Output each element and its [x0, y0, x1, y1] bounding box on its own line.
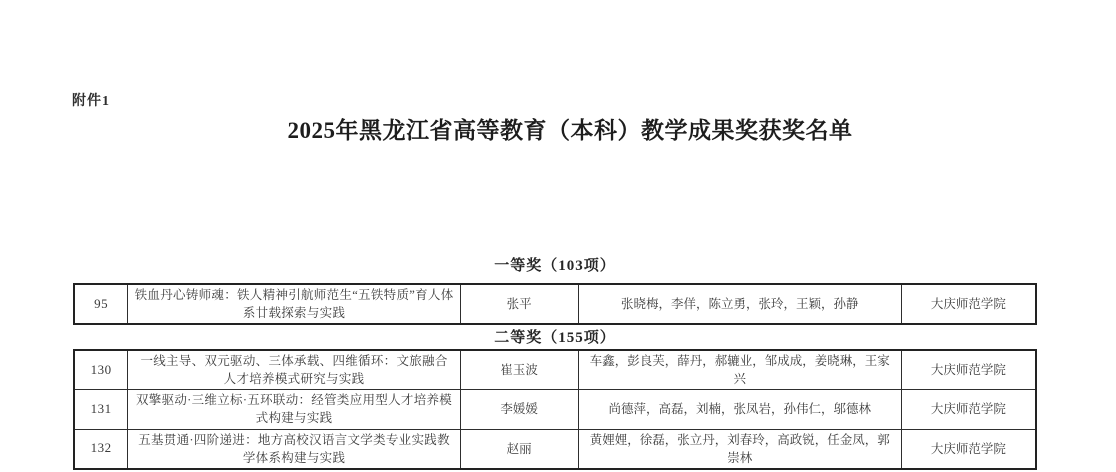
award-number-cell: 132 [74, 429, 128, 469]
achievement-title-cell: 五基贯通·四阶递进：地方高校汉语言文学类专业实践教学体系构建与实践 [128, 429, 460, 469]
award-number-cell: 130 [74, 350, 128, 390]
leader-cell: 张平 [460, 284, 578, 324]
leader-cell: 李媛媛 [460, 390, 578, 429]
table-row [74, 284, 1036, 324]
institution-cell: 大庆师范学院 [901, 429, 1036, 469]
table-row [74, 350, 1036, 390]
second-prize-table [73, 349, 1037, 470]
members-cell: 尚德萍，高磊，刘楠，张凤岩，孙伟仁，邬德林 [578, 390, 901, 429]
first-prize-table [73, 283, 1037, 325]
section-heading-first-prize: 一等奖（103项） [494, 258, 616, 274]
institution-cell: 大庆师范学院 [901, 350, 1036, 390]
achievement-title-cell: 双擎驱动·三维立标·五环联动：经管类应用型人才培养模式构建与实践 [128, 390, 460, 429]
award-number-cell: 131 [74, 390, 128, 429]
achievement-title-cell: 一线主导、双元驱动、三体承载、四维循环：文旅融合人才培养模式研究与实践 [128, 350, 460, 390]
members-cell: 车鑫，彭良芙，薛丹，郝辘业，邹成成，姜晓琳，王家兴 [578, 350, 901, 390]
table-row [74, 429, 1036, 469]
award-number-cell: 95 [74, 284, 128, 324]
attachment-label: 附件1 [72, 94, 110, 109]
achievement-title-cell: 铁血丹心铸师魂：铁人精神引航师范生“五铁特质”育人体系廿载探索与实践 [128, 284, 460, 324]
members-cell: 黄娌娌，徐磊，张立丹，刘春玲，高政锐，任金凤，郭崇林 [578, 429, 901, 469]
institution-cell: 大庆师范学院 [901, 284, 1036, 324]
leader-cell: 赵丽 [460, 429, 578, 469]
table-row [74, 390, 1036, 429]
members-cell: 张晓梅，李佯，陈立勇，张玲，王颖，孙静 [578, 284, 901, 324]
document-title: 2025年黑龙江省高等教育（本科）教学成果奖获奖名单 [287, 118, 853, 143]
leader-cell: 崔玉波 [460, 350, 578, 390]
institution-cell: 大庆师范学院 [901, 390, 1036, 429]
section-heading-second-prize: 二等奖（155项） [494, 330, 616, 346]
